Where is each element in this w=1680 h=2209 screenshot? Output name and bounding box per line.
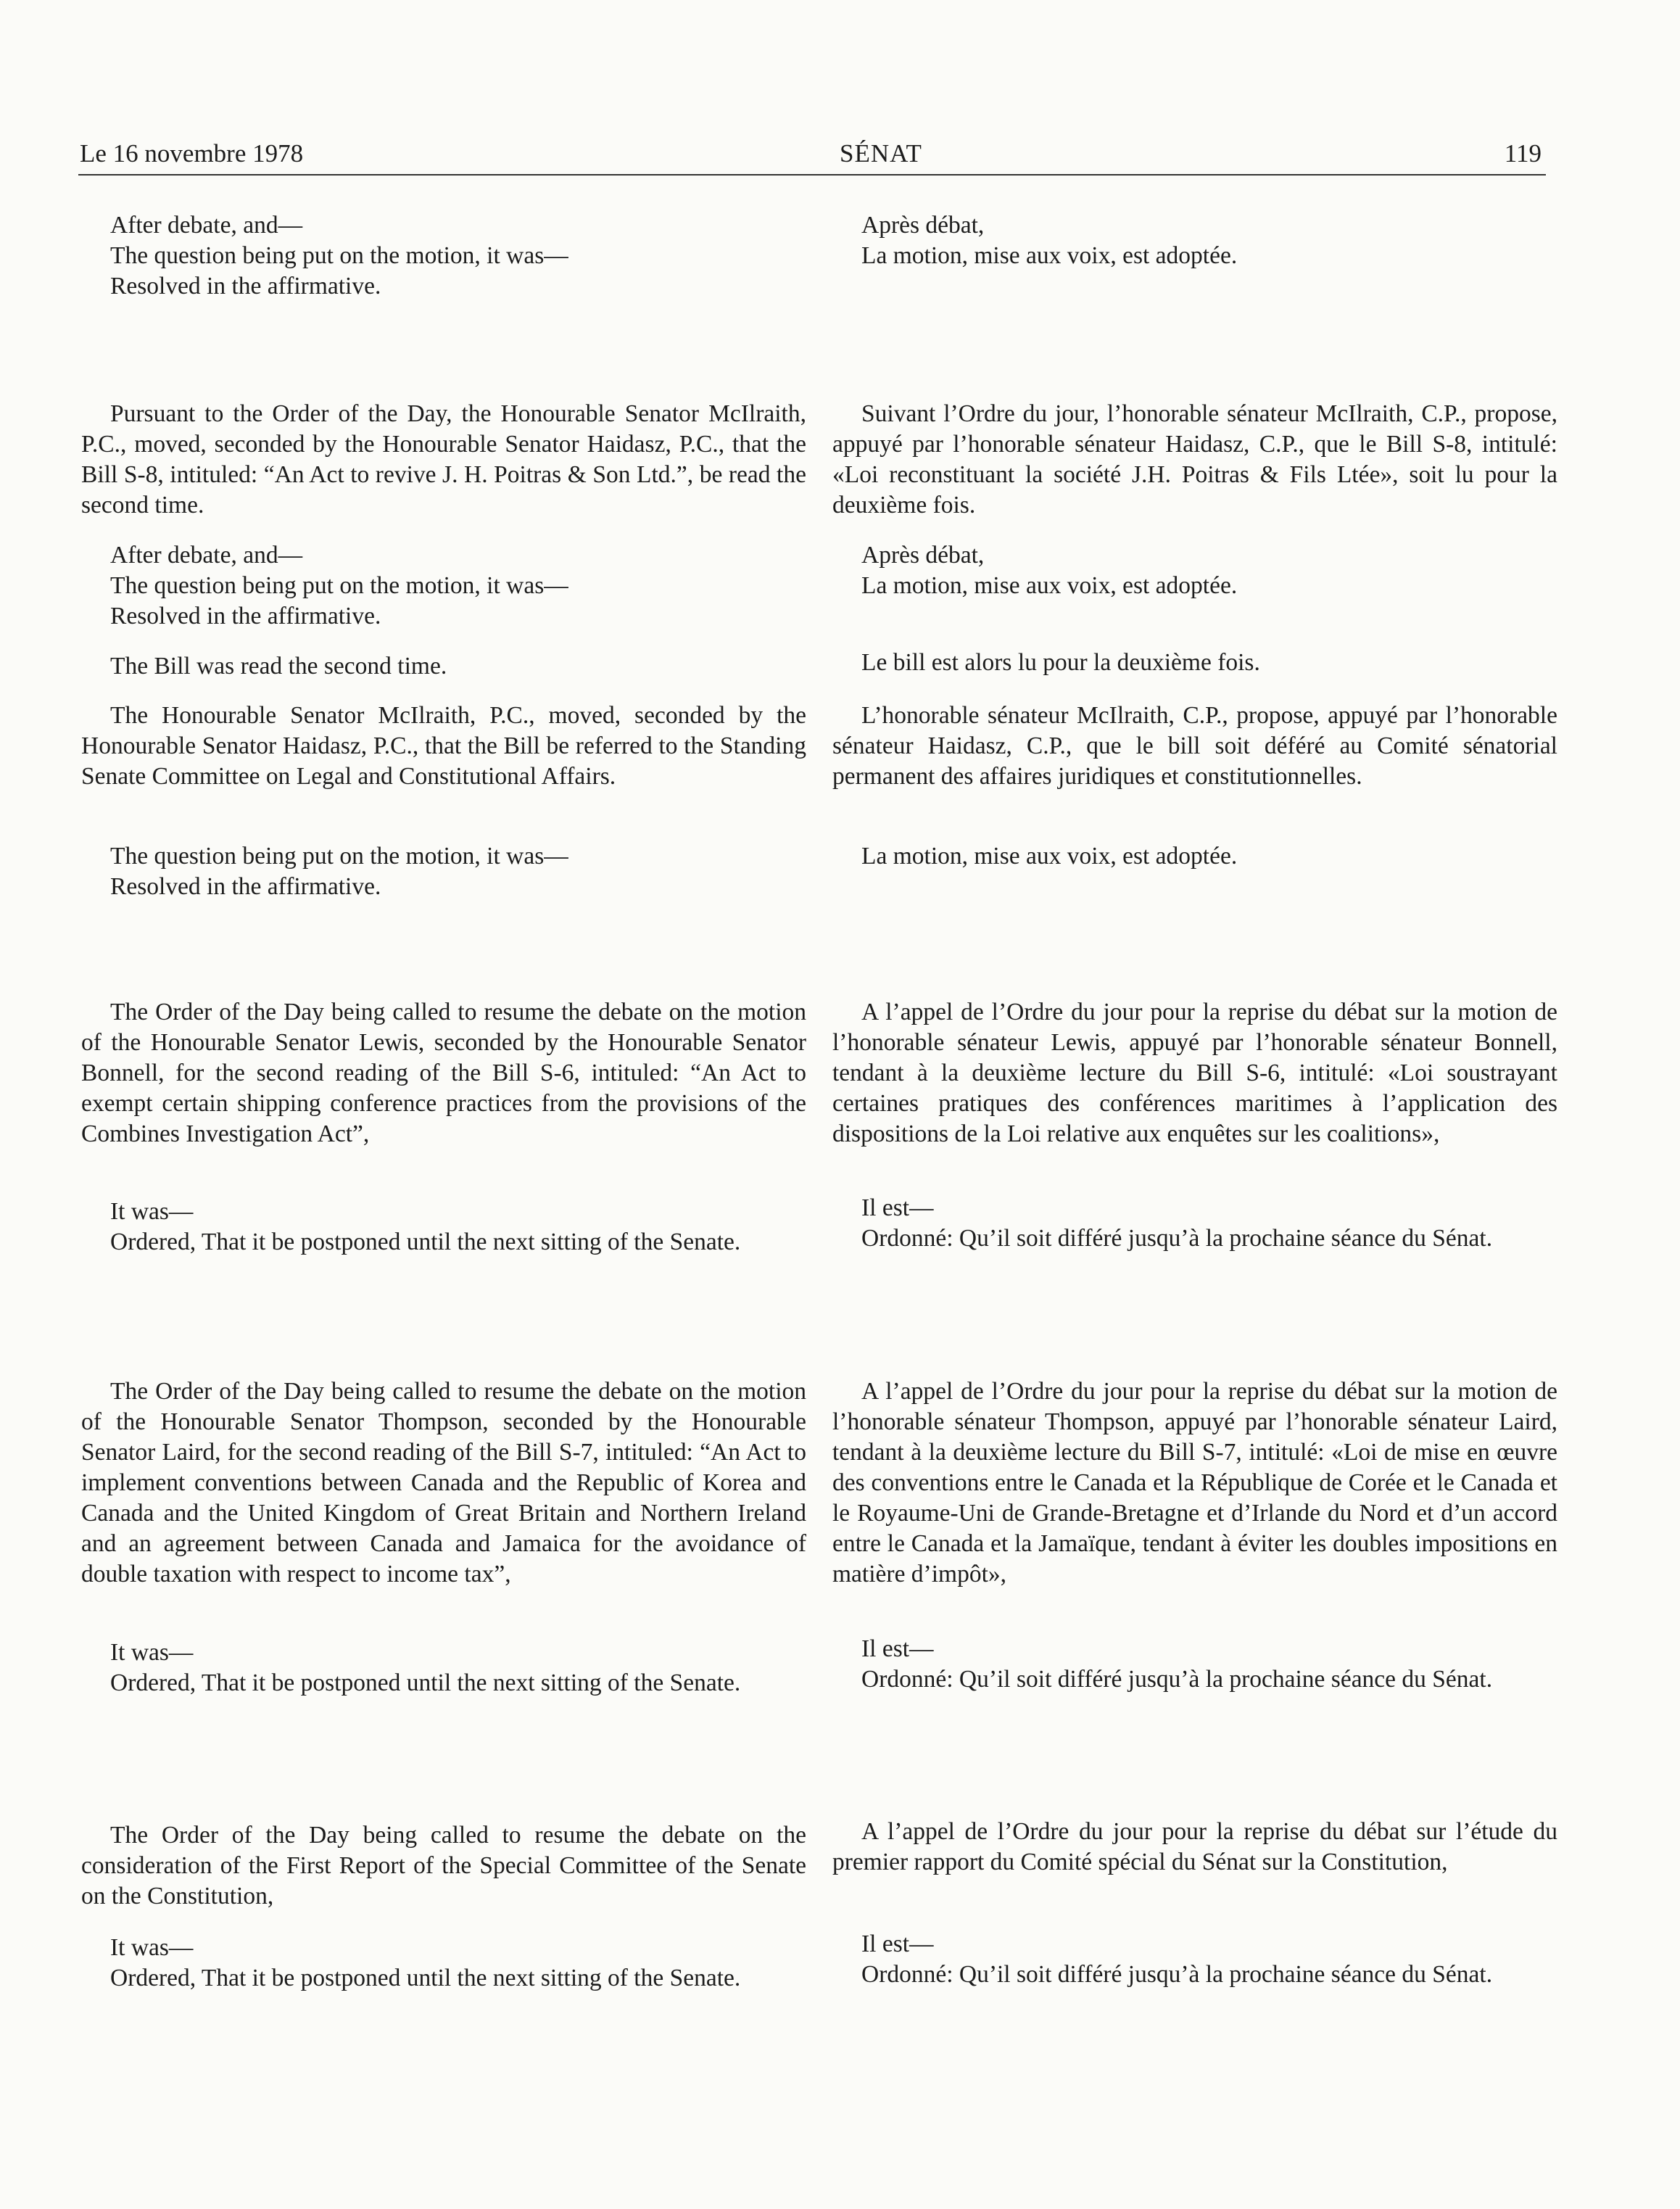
fr-ordonne: Ordonné: Qu’il soit différé jusqu’à la prochaine séance du Sénat. [861,1666,1493,1693]
fr-second-reading: Le bill est alors lu pour la deuxième fois. [861,649,1260,676]
en-ordered: Ordered, That it be postponed until the next sitting of the Senate. [110,1669,741,1696]
fr-referral-motion: L’honorable sénateur McIlraith, C.P., propose, appuyé par l’honorable sénateur Haidasz, C.P., que le bill soit déféré au Comité sénatorial permanent des affaires juridiques et constitutionnelles. [832,702,1557,790]
fr-adopted: La motion, mise aux voix, est adoptée. [861,843,1238,870]
en-after-debate: After debate, and— [110,212,303,239]
en-second-reading: The Bill was read the second time. [110,653,447,680]
fr-adopted: La motion, mise aux voix, est adoptée. [861,572,1238,599]
en-it-was: It was— [110,1934,194,1961]
fr-adopted: La motion, mise aux voix, est adoptée. [861,242,1238,269]
fr-il-est: Il est— [861,1194,934,1221]
fr-ordonne: Ordonné: Qu’il soit différé jusqu’à la prochaine séance du Sénat. [861,1225,1493,1252]
fr-after-debate: Après débat, [861,542,985,569]
fr-order-first-report: A l’appel de l’Ordre du jour pour la reprise du débat sur l’étude du premier rapport du Comité spécial du Sénat sur la Constitution, [832,1818,1557,1875]
fr-ordonne: Ordonné: Qu’il soit différé jusqu’à la prochaine séance du Sénat. [861,1961,1493,1988]
page-number: 119 [1504,139,1542,168]
en-order-s6: The Order of the Day being called to resume the debate on the motion of the Honourable Senator Lewis, seconded by the Honourable Senator Bonnell, for the second reading of the Bill S-6, intituled: “An Act to exempt certain shipping conference practices from the provisions of the Combines Investigation Act”, [81,999,806,1147]
fr-order-s6: A l’appel de l’Ordre du jour pour la reprise du débat sur la motion de l’honorable sénateur Lewis, appuyé par l’honorable sénateur Bonnell, tendant à la deuxième lecture du Bill S-6, intitulé: «Loi soustrayant certaines pratiques des conférences maritimes à l’application des dispositions de la Loi relative aux enquêtes sur les coalitions», [832,999,1557,1147]
en-referral-motion: The Honourable Senator McIlraith, P.C., moved, seconded by the Honourable Senator Haidasz, P.C., that the Bill be referred to the Standing Senate Committee on Legal and Constitutional Affairs. [81,702,806,790]
en-motion-s8: Pursuant to the Order of the Day, the Honourable Senator McIlraith, P.C., moved, seconded by the Honourable Senator Haidasz, P.C., that the Bill S-8, intituled: “An Act to revive J. H. Poitras & Son Ltd.”, be read the second time. [81,400,806,519]
en-order-s7: The Order of the Day being called to resume the debate on the motion of the Honourable Senator Thompson, seconded by the Honourable Senator Laird, for the second reading of the Bill S-7, intituled: “An Act to implement conventions between Canada and the Republic of Korea and Canada and the United Kingdom of Great Britain and Northern Ireland and an agreement between Canada and Jamaica for the avoidance of double taxation with respect to income tax”, [81,1378,806,1587]
en-ordered: Ordered, That it be postponed until the next sitting of the Senate. [110,1229,741,1255]
fr-after-debate: Après débat, [861,212,985,239]
fr-il-est: Il est— [861,1635,934,1662]
en-resolved: Resolved in the affirmative. [110,603,381,629]
fr-il-est: Il est— [861,1931,934,1957]
fr-order-s7: A l’appel de l’Ordre du jour pour la reprise du débat sur la motion de l’honorable sénateur Thompson, appuyé par l’honorable sénateur Laird, tendant à la deuxième lecture du Bill S-7, intitulé: «Loi de mise en œuvre des conventions entre le Canada et la République de Corée et le Canada et le Royaume-Uni de Grande-Bretagne et d’Irlande du Nord et d’un accord entre le Canada et la Jamaïque, tendant à éviter les doubles impositions en matière d’impôt», [832,1378,1557,1587]
en-question: The question being put on the motion, it was— [110,242,568,269]
en-after-debate: After debate, and— [110,542,303,569]
header-title: SÉNAT [840,139,922,168]
en-order-first-report: The Order of the Day being called to resume the debate on the consideration of the First Report of the Special Committee of the Senate on the Constitution, [81,1822,806,1909]
en-resolved: Resolved in the affirmative. [110,273,381,300]
header-date: Le 16 novembre 1978 [80,139,304,168]
en-question: The question being put on the motion, it was— [110,843,568,870]
en-question: The question being put on the motion, it was— [110,572,568,599]
fr-motion-s8: Suivant l’Ordre du jour, l’honorable sénateur McIlraith, C.P., propose, appuyé par l’honorable sénateur Haidasz, C.P., que le Bill S-8, intitulé: «Loi reconstituant la société J.H. Poitras & Fils Ltée», soit lu pour la deuxième fois. [832,400,1557,519]
en-it-was: It was— [110,1198,194,1225]
en-it-was: It was— [110,1639,194,1666]
page-header [78,133,1546,176]
en-resolved: Resolved in the affirmative. [110,873,381,900]
en-ordered: Ordered, That it be postponed until the next sitting of the Senate. [110,1965,741,1991]
